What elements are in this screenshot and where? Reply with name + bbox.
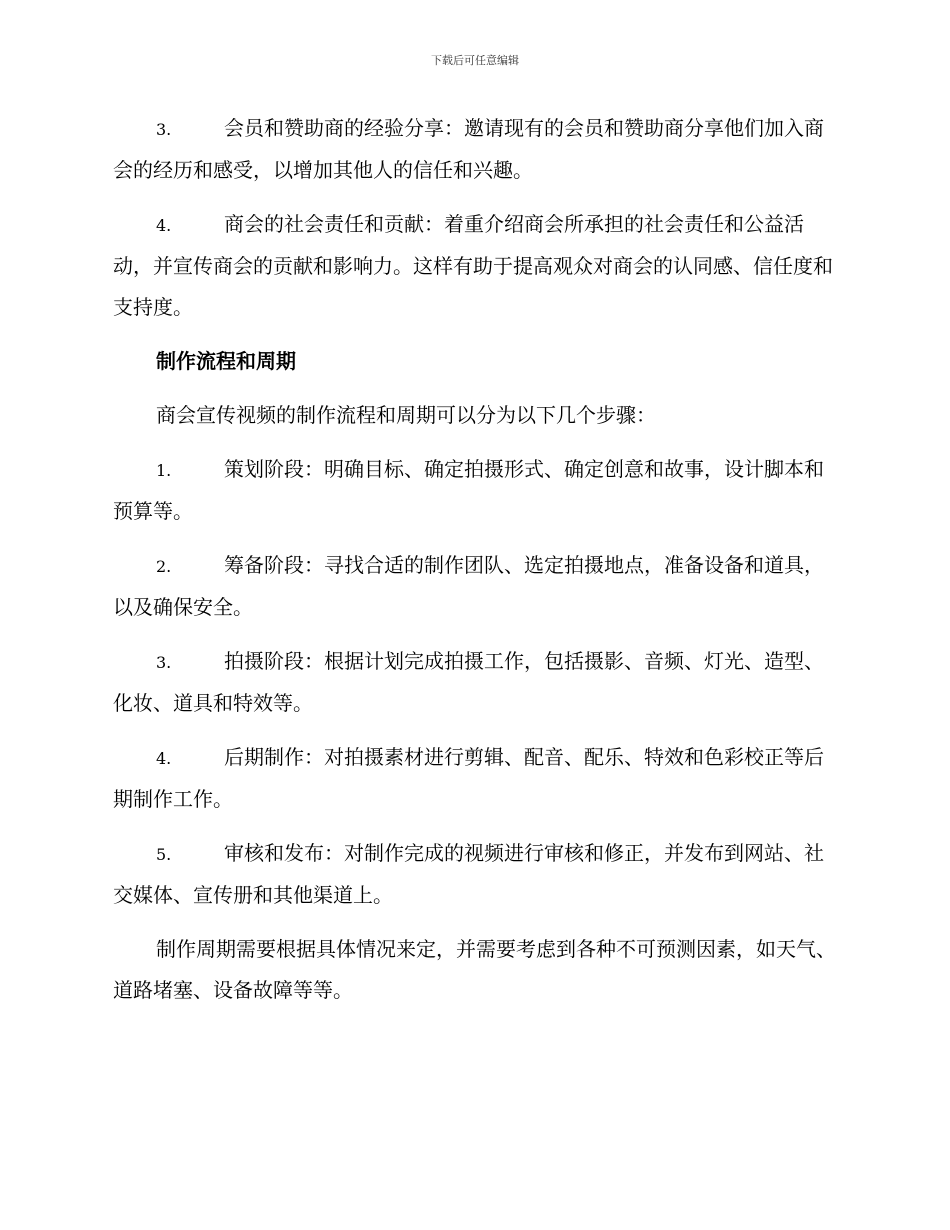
step-text: 拍摄阶段：根据计划完成拍摄工作，包括摄影、音频、灯光、造型、化妆、道具和特效等。 <box>113 649 824 715</box>
step-item <box>113 641 838 724</box>
step-text: 审核和发布：对制作完成的视频进行审核和修正，并发布到网站、社交媒体、宣传册和其他渠道上。 <box>113 841 824 907</box>
step-number: 5. <box>156 845 172 864</box>
page-header: 下载后可任意编辑 <box>431 54 519 67</box>
step-number: 1. <box>156 461 172 480</box>
step-item <box>113 833 838 916</box>
section-intro: 商会宣传视频的制作流程和周期可以分为以下几个步骤： <box>156 403 656 427</box>
step-item <box>113 545 838 628</box>
list-item-text: 商会的社会责任和贡献：着重介绍商会所承担的社会责任和公益活动，并宣传商会的贡献和影响力。这样有助于提高观众对商会的认同感、信任度和支持度。 <box>113 212 833 319</box>
list-item-text: 会员和赞助商的经验分享：邀请现有的会员和赞助商分享他们加入商会的经历和感受，以增加其他人的信任和兴趣。 <box>113 116 824 182</box>
step-text: 后期制作：对拍摄素材进行剪辑、配音、配乐、特效和色彩校正等后期制作工作。 <box>113 745 824 811</box>
step-item <box>113 449 838 532</box>
section-heading: 制作流程和周期 <box>156 349 296 373</box>
closing-paragraph: 制作周期需要根据具体情况来定，并需要考虑到各种不可预测因素，如天气、道路堵塞、设备故障等等。 <box>113 937 836 1002</box>
list-item-number: 3. <box>156 120 172 139</box>
list-item-number: 4. <box>156 216 172 235</box>
step-number: 4. <box>156 749 172 768</box>
list-item <box>113 108 838 191</box>
step-item <box>113 737 838 820</box>
document-body <box>113 108 838 1024</box>
step-text: 筹备阶段：寻找合适的制作团队、选定拍摄地点，准备设备和道具，以及确保安全。 <box>113 553 824 619</box>
step-number: 3. <box>156 653 172 672</box>
list-item <box>113 204 838 328</box>
step-number: 2. <box>156 557 172 576</box>
step-text: 策划阶段：明确目标、确定拍摄形式、确定创意和故事，设计脚本和预算等。 <box>113 457 824 523</box>
